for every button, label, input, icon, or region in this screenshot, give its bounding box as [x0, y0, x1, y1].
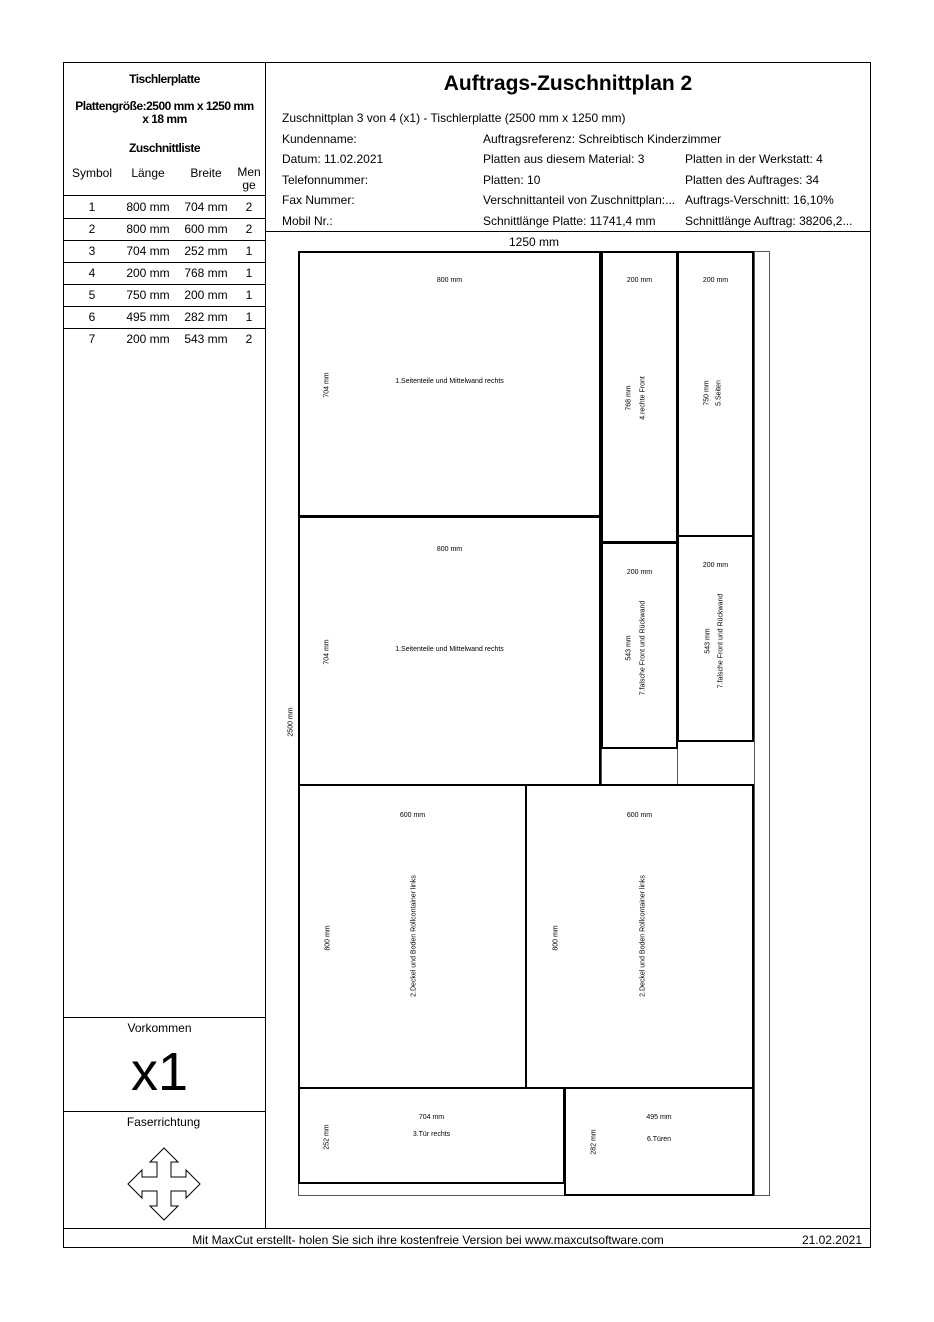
footer-divider	[63, 1228, 871, 1229]
occurrence-label: Vorkommen	[127, 1021, 192, 1035]
order-cut-length: Schnittlänge Auftrag: 38206,2...	[685, 214, 853, 228]
piece-name: 4.rechte Front	[639, 376, 647, 420]
table-row	[63, 306, 266, 329]
piece-length-label: 704 mm	[323, 372, 331, 398]
footer-text: Mit MaxCut erstellt- holen Sie sich ihre kostenfreie Version bei www.maxcutsoftware.com	[192, 1233, 664, 1247]
table-row	[63, 284, 266, 307]
piece-length-label: 282 mm	[590, 1129, 598, 1155]
cut-piece	[525, 784, 754, 1089]
cell-quantity: 1	[245, 288, 253, 302]
piece-length-label: 800 mm	[324, 925, 332, 951]
cut-piece	[601, 542, 678, 749]
plate-size: Plattengröße:2500 mm x 1250 mm x 18 mm	[75, 99, 254, 126]
piece-name: 7.falsche Front und Rückwand	[717, 593, 725, 689]
plate-cut-length: Schnittlänge Platte: 11741,4 mm	[483, 214, 656, 228]
cell-length: 800 mm	[126, 222, 170, 236]
cell-quantity: 1	[245, 310, 253, 324]
piece-width-label: 200 mm	[626, 277, 653, 284]
cell-quantity: 1	[245, 244, 253, 258]
table-row	[63, 262, 266, 285]
occurrence-value: x1	[130, 1042, 189, 1102]
cell-width: 200 mm	[184, 288, 228, 302]
table-row	[63, 196, 266, 219]
piece-width-label: 600 mm	[626, 812, 653, 819]
cell-width: 600 mm	[184, 222, 228, 236]
cell-length: 200 mm	[126, 332, 170, 346]
material-name: Tischlerplatte	[129, 72, 200, 86]
cell-symbol: 5	[88, 288, 96, 302]
col-symbol: Symbol	[71, 166, 112, 180]
piece-width-label: 800 mm	[436, 277, 463, 284]
board-width-label: 1250 mm	[508, 235, 560, 249]
piece-length-label: 768 mm	[625, 385, 633, 411]
piece-width-label: 600 mm	[399, 812, 426, 819]
date: Datum: 11.02.2021	[282, 152, 384, 166]
cell-symbol: 6	[88, 310, 96, 324]
footer-date: 21.02.2021	[801, 1233, 862, 1247]
mobile-number: Mobil Nr.:	[282, 214, 333, 228]
cell-width: 704 mm	[184, 200, 228, 214]
piece-width-label: 495 mm	[646, 1114, 672, 1121]
piece-name: 2.Deckel und Boden Rollcontainer links	[639, 875, 647, 997]
cell-quantity: 2	[245, 222, 253, 236]
col-width: Breite	[190, 166, 222, 180]
piece-length-label: 252 mm	[323, 1124, 331, 1150]
cell-width: 768 mm	[184, 266, 228, 280]
cell-symbol: 1	[88, 200, 96, 214]
piece-length-label: 543 mm	[625, 635, 633, 661]
col-quantity: Menge	[237, 165, 261, 192]
customer-name: Kundenname:	[282, 132, 357, 146]
piece-width-label: 704 mm	[418, 1114, 445, 1121]
piece-name: 1.Seitenteile und Mittelwand rechts	[395, 378, 504, 385]
cell-symbol: 2	[88, 222, 96, 236]
cell-length: 750 mm	[126, 288, 170, 302]
piece-name: 6.Türen	[646, 1136, 672, 1143]
cell-length: 704 mm	[126, 244, 170, 258]
board-edge-line	[754, 251, 755, 1196]
piece-width-label: 800 mm	[436, 546, 463, 553]
plates-material: Platten aus diesem Material: 3	[483, 152, 645, 166]
piece-width-label: 200 mm	[702, 562, 729, 569]
cell-quantity: 1	[245, 266, 253, 280]
order-plates: Platten des Auftrages: 34	[685, 173, 820, 187]
piece-length-label: 543 mm	[704, 628, 712, 654]
grain-divider	[63, 1111, 266, 1112]
col-length: Länge	[131, 166, 165, 180]
cell-length: 800 mm	[126, 200, 170, 214]
cut-piece	[298, 1087, 565, 1184]
cut-piece	[677, 251, 754, 537]
grain-label: Faserrichtung	[126, 1115, 201, 1129]
grain-direction-icon	[126, 1146, 202, 1222]
cell-width: 543 mm	[184, 332, 228, 346]
order-waste: Auftrags-Verschnitt: 16,10%	[685, 193, 834, 207]
piece-name: 2.Deckel und Boden Rollcontainer links	[410, 875, 418, 997]
table-row	[63, 240, 266, 263]
cut-piece	[601, 251, 678, 543]
phone-number: Telefonnummer:	[282, 173, 369, 187]
header-divider	[265, 231, 871, 232]
offcut-line	[601, 748, 602, 784]
piece-length-label: 800 mm	[552, 925, 560, 951]
cell-width: 252 mm	[184, 244, 228, 258]
occurrence-divider	[63, 1017, 266, 1018]
page-title: Auftrags-Zuschnittplan 2	[443, 72, 693, 95]
piece-name: 3.Tür rechts	[412, 1131, 451, 1138]
plan-subtitle: Zuschnittplan 3 von 4 (x1) - Tischlerplatte (2500 mm x 1250 mm)	[282, 111, 626, 125]
cell-symbol: 7	[88, 332, 96, 346]
cell-length: 200 mm	[126, 266, 170, 280]
cut-piece	[298, 784, 527, 1089]
cut-piece	[298, 251, 601, 517]
board-length-label: 2500 mm	[287, 707, 295, 737]
plates-count: Platten: 10	[483, 173, 541, 187]
fax-number: Fax Nummer:	[282, 193, 355, 207]
cell-width: 282 mm	[184, 310, 228, 324]
cell-quantity: 2	[245, 200, 253, 214]
table-row	[63, 328, 266, 350]
piece-name: 7.falsche Front und Rückwand	[639, 600, 647, 696]
piece-length-label: 750 mm	[703, 380, 711, 406]
piece-length-label: 704 mm	[323, 639, 331, 665]
cut-piece	[564, 1087, 754, 1196]
cell-symbol: 4	[88, 266, 96, 280]
cell-length: 495 mm	[126, 310, 170, 324]
piece-name: 5.Seiten	[715, 380, 723, 406]
cut-list-title: Zuschnittliste	[128, 141, 200, 155]
plates-workshop: Platten in der Werkstatt: 4	[685, 152, 823, 166]
cell-quantity: 2	[245, 332, 253, 346]
piece-name: 1.Seitenteile und Mittelwand rechts	[395, 646, 504, 653]
piece-width-label: 200 mm	[626, 569, 653, 576]
cell-symbol: 3	[88, 244, 96, 258]
cut-piece	[677, 535, 754, 742]
table-row	[63, 218, 266, 241]
piece-width-label: 200 mm	[702, 277, 729, 284]
order-reference: Auftragsreferenz: Schreibtisch Kinderzimmer	[483, 132, 722, 146]
cut-piece	[298, 516, 601, 786]
plan-waste: Verschnittanteil von Zuschnittplan:...	[483, 193, 676, 207]
